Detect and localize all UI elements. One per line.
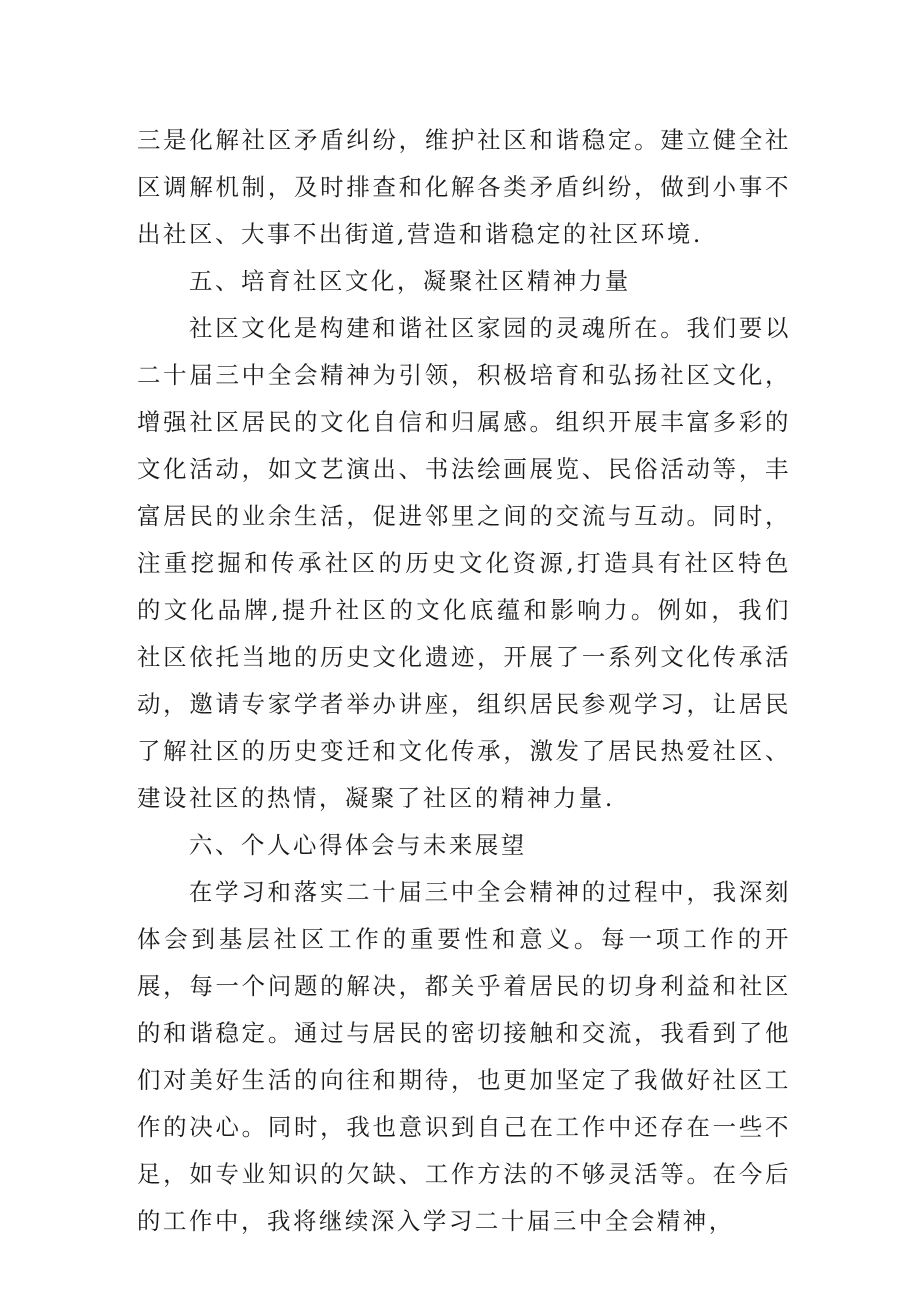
paragraph-conflict-resolution: 三是化解社区矛盾纠纷，维护社区和谐稳定。建立健全社区调解机制，及时排查和化解各类矛盾纠纷，做到小事不出社区、大事不出街道,营造和谐稳定的社区环境. [137, 126, 791, 248]
paragraph-community-culture: 社区文化是构建和谐社区家园的灵魂所在。我们要以二十届三中全会精神为引领，积极培育和弘扬社区文化，增强社区居民的文化自信和归属感。组织开展丰富多彩的文化活动，如文艺演出、书法绘画展览、民俗活动等，丰富居民的业余生活，促进邻里之间的交流与互动。同时，注重挖掘和传承社区的历史文化资源,打造具有社区特色的文化品牌,提升社区的文化底蕴和影响力。例如，我们社区依托当地的历史文化遗迹，开展了一系列文化传承活动，邀请专家学者举办讲座，组织居民参观学习，让居民了解社区的历史变迁和文化传承，激发了居民热爱社区、建设社区的热情，凝聚了社区的精神力量. [137, 314, 791, 812]
section-heading-community-culture: 五、培育社区文化，凝聚社区精神力量 [189, 267, 631, 295]
paragraph-personal-reflection: 在学习和落实二十届三中全会精神的过程中，我深刻体会到基层社区工作的重要性和意义。每一项工作的开展，每一个问题的解决，都关乎着居民的切身利益和社区的和谐稳定。通过与居民的密切接触和交流，我看到了他们对美好生活的向往和期待，也更加坚定了我做好社区工作的决心。同时，我也意识到自己在工作中还存在一些不足，如专业知识的欠缺、工作方法的不够灵活等。在今后的工作中，我将继续深入学习二十届三中全会精神， [137, 878, 791, 1235]
section-heading-personal-reflection: 六、个人心得体会与未来展望 [189, 831, 527, 859]
document-body [137, 117, 791, 1245]
